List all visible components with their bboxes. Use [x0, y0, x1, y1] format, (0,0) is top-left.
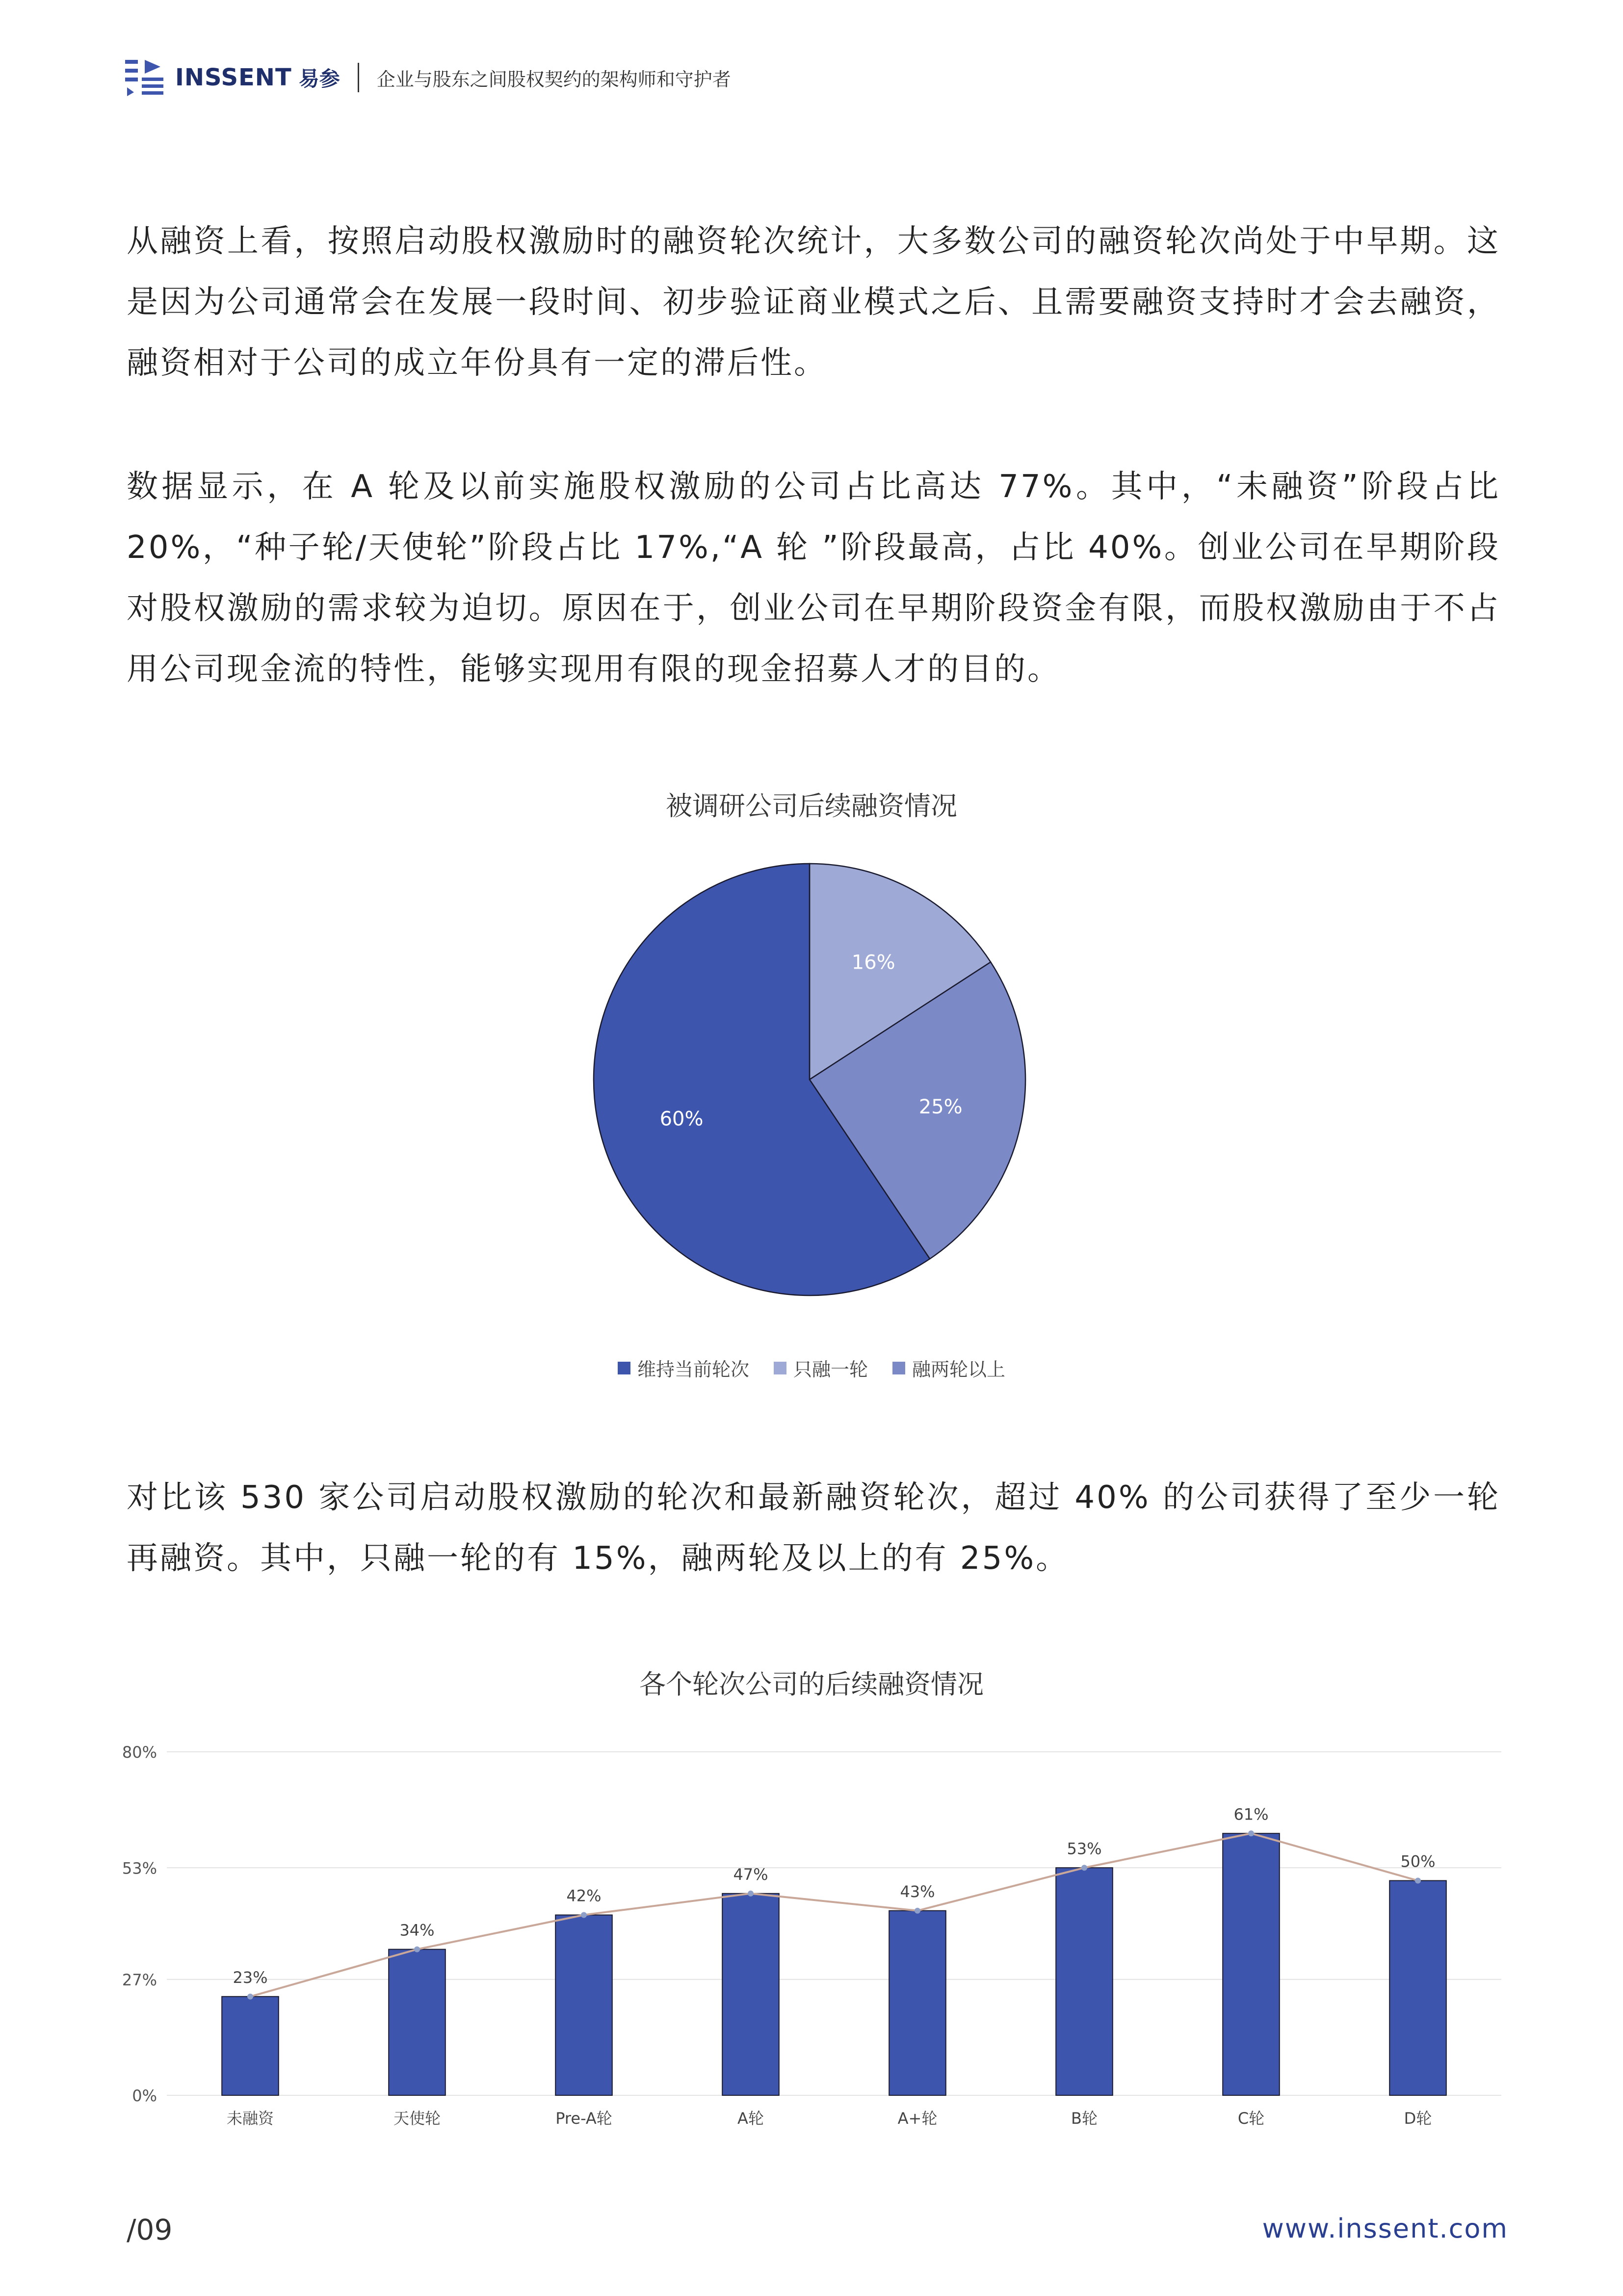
legend-label: 融两轮以上 [912, 1359, 1006, 1380]
x-tick-label: 天使轮 [393, 2109, 441, 2128]
inssent-logo-icon [125, 58, 164, 97]
y-tick-label: 0% [132, 2086, 157, 2105]
paragraph-refinancing [127, 1467, 1500, 1589]
bar-chart [98, 1732, 1521, 2135]
pie-slice-label: 60% [659, 1108, 704, 1131]
paragraph-text: 从融资上看，按照启动股权激励时的融资轮次统计，大多数公司的融资轮次尚处于中早期。这是因为公司通常会在发展一段时间、初步验证商业模式之后、且需要融资支持时才会去融资，融资相对于公司的成立年份具有一定的滞后性。 [127, 223, 1500, 381]
bar [1223, 1833, 1280, 2095]
x-tick-label: Pre-A轮 [555, 2109, 612, 2128]
legend-swatch [774, 1362, 786, 1374]
brand-name: INSSENT [175, 64, 292, 91]
page-number: /09 [127, 2213, 173, 2246]
bar [1056, 1868, 1113, 2095]
brand-name-cn: 易参 [298, 67, 340, 91]
bar [389, 1950, 445, 2096]
paragraph-text: 对比该 530 家公司启动股权激励的轮次和最新融资轮次，超过 40% 的公司获得了至少一轮再融资。其中，只融一轮的有 15%，融两轮及以上的有 25%。 [127, 1479, 1500, 1577]
bar-value-label: 42% [566, 1886, 602, 1905]
bar-value-label: 23% [233, 1968, 268, 1987]
header-divider [358, 63, 359, 92]
paragraph-text: 数据显示，在 A 轮及以前实施股权激励的公司占比高达 77%。其中，“未融资”阶段占比 20%，“种子轮/天使轮”阶段占比 17%,“A 轮 ”阶段最高，占比 40%。创业公司在早期阶段对股权激励的需求较为迫切。原因在于，创业公司在早期阶段资金有限，而股权激励由于不占用公司现金流的特性，能够实现用有限的现金招募人才的目的。 [127, 469, 1500, 687]
trend-point [1415, 1878, 1421, 1884]
y-tick-label: 80% [122, 1743, 157, 1762]
trend-point [1081, 1865, 1087, 1871]
x-tick-label: A轮 [737, 2109, 764, 2128]
x-tick-label: B轮 [1071, 2109, 1098, 2128]
y-tick-label: 53% [122, 1859, 157, 1878]
legend-item [618, 1354, 749, 1381]
pie-slice-label: 25% [918, 1095, 963, 1118]
bar-value-label: 53% [1067, 1839, 1102, 1858]
trend-point [748, 1891, 754, 1897]
bar-value-label: 47% [733, 1865, 768, 1884]
x-tick-label: 未融资 [226, 2109, 274, 2128]
bar [1389, 1881, 1446, 2096]
bar-value-label: 50% [1400, 1852, 1436, 1871]
x-tick-label: C轮 [1237, 2109, 1265, 2128]
trend-point [1248, 1830, 1254, 1836]
legend-item [892, 1354, 1005, 1381]
bar [889, 1911, 946, 2095]
pie-slice-label: 16% [851, 951, 895, 974]
trend-point [247, 1994, 253, 2000]
legend-item [774, 1354, 868, 1381]
paragraph-financing-overview [127, 211, 1500, 394]
legend-swatch [892, 1362, 905, 1374]
bar [722, 1894, 779, 2095]
x-tick-label: A+轮 [897, 2109, 938, 2128]
legend-label: 只融一轮 [793, 1359, 868, 1380]
bar-chart-title: 各个轮次公司的后续融资情况 [639, 1669, 984, 1700]
bar [555, 1915, 612, 2096]
bar-value-label: 34% [399, 1921, 435, 1940]
trend-point [581, 1912, 587, 1918]
pie-chart [564, 844, 1055, 1315]
trend-point [414, 1947, 420, 1953]
pie-chart-title: 被调研公司后续融资情况 [666, 791, 957, 821]
legend-swatch [618, 1362, 630, 1374]
pie-legend [0, 1354, 1623, 1381]
y-tick-label: 27% [122, 1970, 157, 1989]
bar-value-label: 61% [1233, 1805, 1269, 1824]
page-header [125, 53, 731, 102]
bar-value-label: 43% [900, 1882, 935, 1901]
paragraph-data-summary [127, 456, 1500, 700]
x-tick-label: D轮 [1404, 2109, 1432, 2128]
bar [222, 1997, 279, 2095]
footer-url-link[interactable]: www.inssent.com [1262, 2213, 1508, 2244]
legend-label: 维持当前轮次 [637, 1359, 749, 1380]
header-tagline: 企业与股东之间股权契约的架构师和守护者 [376, 68, 731, 90]
trend-point [915, 1908, 920, 1914]
